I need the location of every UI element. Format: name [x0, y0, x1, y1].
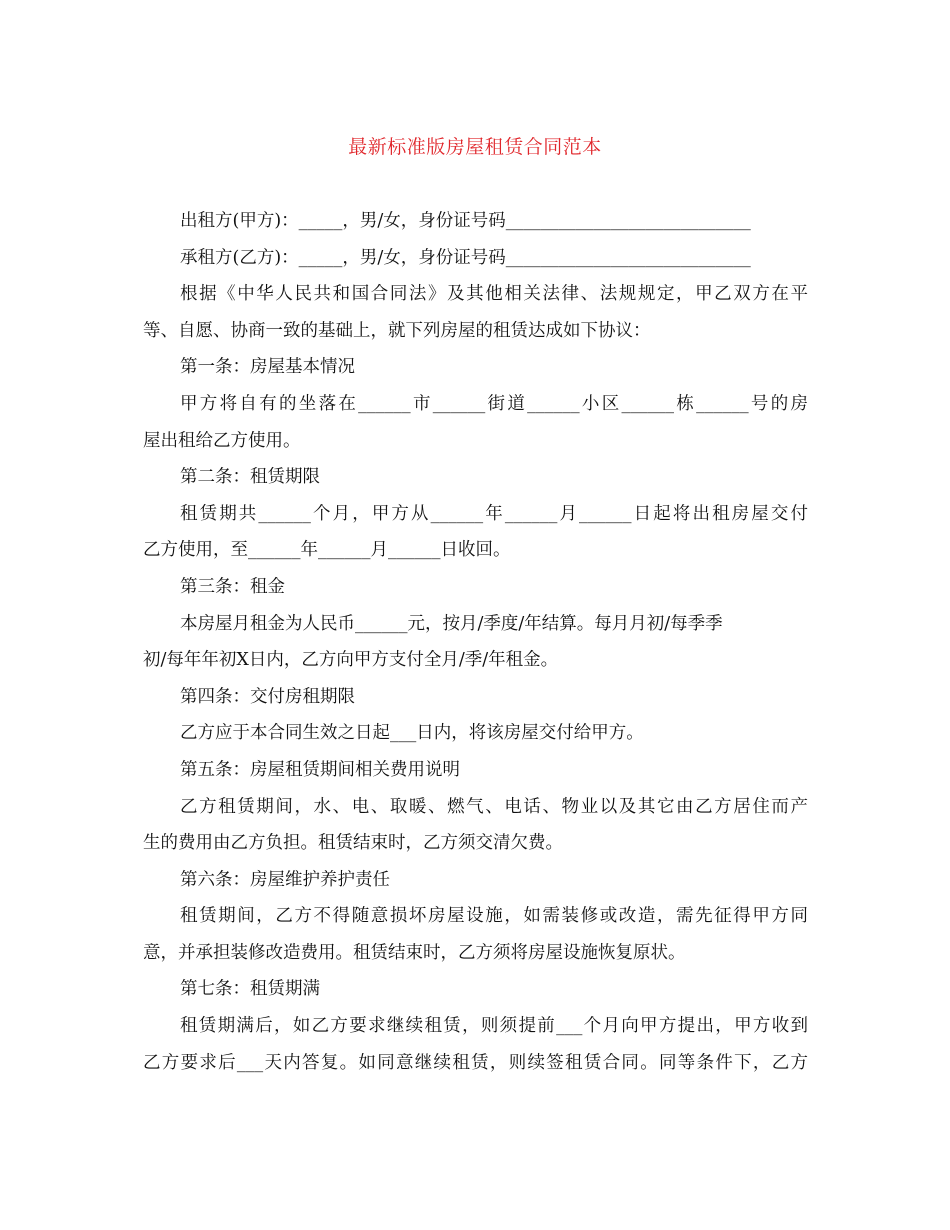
article-heading: 第四条：交付房租期限: [180, 686, 355, 707]
party-a-line: 出租方(甲方)：_____，男/女，身份证号码____________________________: [180, 211, 751, 231]
paragraph-line: 乙方要求后___天内答复。如同意继续租赁，则续签租赁合同。同等条件下，乙方: [143, 1052, 808, 1073]
paragraph-line: 甲方将自有的坐落在______市______街道______小区______栋______号的房: [180, 393, 808, 414]
document-title: 最新标准版房屋租赁合同范本: [348, 136, 602, 158]
paragraph-line: 本房屋月租金为人民币______元，按月/季度/年结算。每月月初/每季季: [180, 613, 723, 634]
article-heading: 第一条：房屋基本情况: [180, 357, 355, 378]
article-heading: 第五条：房屋租赁期间相关费用说明: [180, 759, 460, 780]
article-heading: 第六条：房屋维护养护责任: [180, 869, 390, 890]
paragraph-line: 初/每年年初X日内，乙方向甲方支付全月/季/年租金。: [143, 650, 559, 671]
paragraph-line: 意，并承担装修改造费用。租赁结束时，乙方须将房屋设施恢复原状。: [143, 942, 686, 963]
paragraph-line: 根据《中华人民共和国合同法》及其他相关法律、法规规定，甲乙双方在平: [180, 284, 808, 305]
document-body: [143, 203, 808, 1081]
paragraph-line: 乙方应于本合同生效之日起___日内，将该房屋交付给甲方。: [180, 723, 644, 744]
paragraph-line: 租赁期间，乙方不得随意损坏房屋设施，如需装修或改造，需先征得甲方同: [180, 906, 808, 927]
paragraph-line: 屋出租给乙方使用。: [143, 430, 301, 451]
paragraph-line: 生的费用由乙方负担。租赁结束时，乙方须交清欠费。: [143, 833, 563, 854]
article-heading: 第三条：租金: [180, 576, 285, 597]
article-heading: 第七条：租赁期满: [180, 979, 320, 1000]
paragraph-line: 乙方租赁期间，水、电、取暖、燃气、电话、物业以及其它由乙方居住而产: [180, 796, 808, 817]
party-b-line: 承租方(乙方)：_____，男/女，身份证号码____________________________: [180, 247, 751, 268]
paragraph-line: 租赁期共______个月，甲方从______年______月______日起将出租房屋交付: [180, 503, 808, 524]
paragraph-line: 等、自愿、协商一致的基础上，就下列房屋的租赁达成如下协议：: [143, 320, 651, 341]
paragraph-line: 乙方使用，至______年______月______日收回。: [143, 540, 511, 561]
article-heading: 第二条：租赁期限: [180, 467, 320, 488]
paragraph-line: 租赁期满后，如乙方要求继续租赁，则须提前___个月向甲方提出，甲方收到: [180, 1016, 808, 1037]
